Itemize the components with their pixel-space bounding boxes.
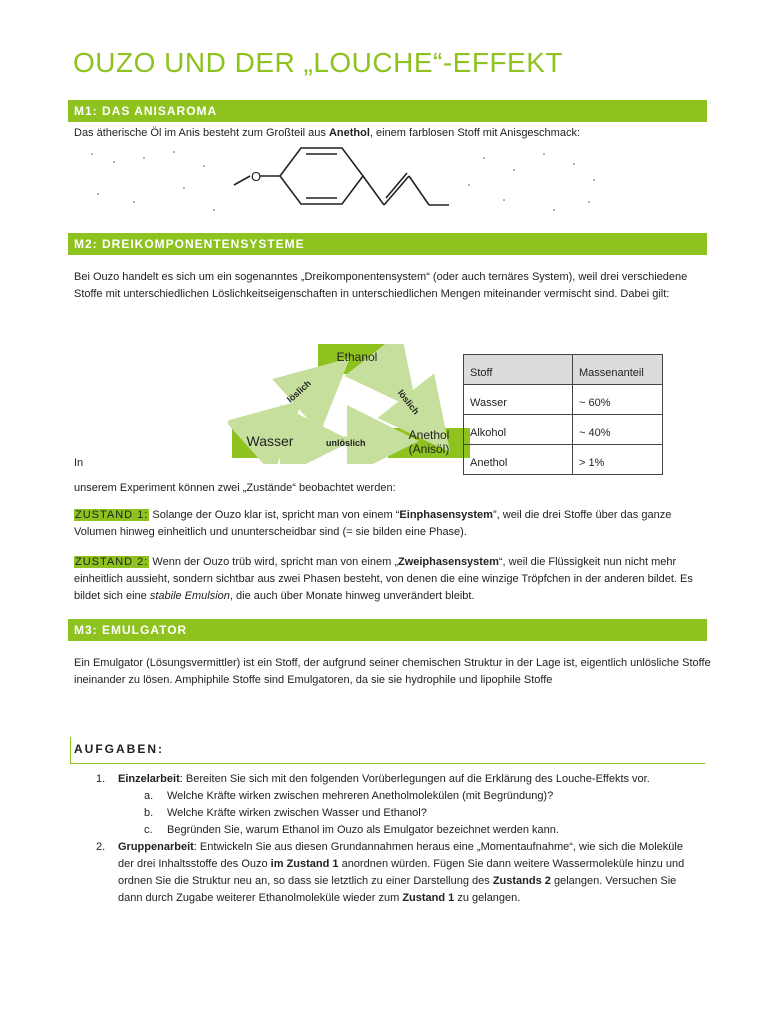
loeslich-left-label: löslich bbox=[285, 378, 313, 405]
zustand-2-text: ZUSTAND 2: Wenn der Ouzo trüb wird, spricht man von einem „Zweiphasensystem“, weil die Flüssigkeit nun nicht mehr einheitlich aussieht, sondern sichtbar aus zwei Phasen besteht, von denen die eine winzige Tröpfchen in der anderen bildet. Es bildet sich eine stabile Emulsion, die auch über Monate hinweg unverändert bleibt. bbox=[74, 556, 693, 602]
m2-experiment-text: unserem Experiment können zwei „Zustände“ beobachtet werden: bbox=[74, 482, 396, 494]
aufgaben-heading-rule bbox=[70, 737, 705, 764]
table-cell: ~ 60% bbox=[573, 385, 663, 415]
wasser-label: Wasser bbox=[246, 433, 294, 449]
table-header-cell: Stoff bbox=[464, 355, 573, 385]
table-row bbox=[464, 415, 663, 445]
stoff-table bbox=[463, 354, 663, 475]
section-heading-m1: M1: DAS ANISAROMA bbox=[68, 100, 707, 122]
task-2: 2. Gruppenarbeit: Entwickeln Sie aus diesen Grundannahmen heraus eine „Momentaufnahme“, wie sich die Moleküle der drei Inhaltsstoffe des Ouzo im Zustand 1 anordnen würden. Fügen Sie dann weitere Wassermoleküle hinzu und ordnen Sie die Struktur neu an, so dass sie letztlich zu einer Darstellung des Zustands 2 gelangen. Versuchen Sie dann durch Zugabe weiterer Ethanolmoleküle wieder zum Zustand 1 zu gelangen. bbox=[96, 841, 685, 904]
table-cell: Alkohol bbox=[464, 415, 573, 445]
task-number: 2. bbox=[96, 841, 106, 853]
table-cell: Wasser bbox=[464, 385, 573, 415]
table-header-cell: Massenanteil bbox=[573, 355, 663, 385]
task-number: 1. bbox=[96, 773, 106, 785]
subtask: c. Begründen Sie, warum Ethanol im Ouzo als Emulgator bezeichnet werden kann. bbox=[144, 824, 559, 836]
m2-intro-text: Bei Ouzo handelt es sich um ein sogenanntes „Dreikomponentensystem“ (oder auch ternäres System), weil drei verschiedene Stoffe mit unterschiedlichen Löslichkeitseigenschaften in unterschiedlichen Mengen miteinander vermischt sind. Dabei gilt: bbox=[74, 271, 688, 300]
in-word: In bbox=[74, 457, 84, 469]
subtask: b. Welche Kräfte wirken zwischen Wasser und Ethanol? bbox=[144, 807, 427, 819]
ethanol-label: Ethanol bbox=[336, 350, 378, 364]
oxygen-atom-label: O bbox=[251, 169, 262, 184]
unloeslich-label: unlöslich bbox=[326, 438, 366, 448]
section-heading-m2: M2: DREIKOMPONENTENSYSTEME bbox=[68, 233, 707, 255]
m1-text: Das ätherische Öl im Anis besteht zum Großteil aus Anethol, einem farblosen Stoff mit Anisgeschmack: bbox=[74, 127, 581, 139]
zustand-2-label: ZUSTAND 2: bbox=[75, 556, 149, 568]
zustand-1-label: ZUSTAND 1: bbox=[75, 509, 149, 521]
subtask: a. Welche Kräfte wirken zwischen mehreren Anetholmolekülen (mit Begründung)? bbox=[144, 790, 554, 802]
table-cell: > 1% bbox=[573, 445, 663, 475]
zustand-1-text: ZUSTAND 1: Solange der Ouzo klar ist, spricht man von einem “Einphasensystem”, weil die drei Stoffe über das ganze Volumen hinweg einheitlich und ununterscheidbar sind (= sie bilden eine Phase). bbox=[74, 509, 672, 538]
section-heading-m3: M3: EMULGATOR bbox=[68, 619, 707, 641]
task-1: 1. Einzelarbeit: Bereiten Sie sich mit den folgenden Vorüberlegungen auf die Erklärung des Louche-Effekts vor. bbox=[96, 771, 700, 788]
aufgaben-heading: AUFGABEN: bbox=[74, 742, 164, 756]
task-list bbox=[96, 771, 700, 907]
page-title: OUZO UND DER „LOUCHE“-EFFEKT bbox=[73, 47, 563, 78]
m3-text: Ein Emulgator (Lösungsvermittler) ist ein Stoff, der aufgrund seiner chemischen Struktur in der Lage ist, eigentlich unlösliche Stoffe ineinander zu lösen. Amphiphile Stoffe sind Emulgatoren, da sie sie hydrophile und lipophile Stoffe bbox=[74, 657, 711, 686]
table-cell: Anethol bbox=[464, 445, 573, 475]
table-row bbox=[464, 385, 663, 415]
anethol-label: Anethol (Anisöl) bbox=[408, 428, 450, 456]
table-row bbox=[464, 445, 663, 475]
table-header-row bbox=[464, 355, 663, 385]
loeslich-right-label: löslich bbox=[395, 387, 422, 417]
table-cell: ~ 40% bbox=[573, 415, 663, 445]
anethol-structure-image bbox=[74, 140, 614, 228]
